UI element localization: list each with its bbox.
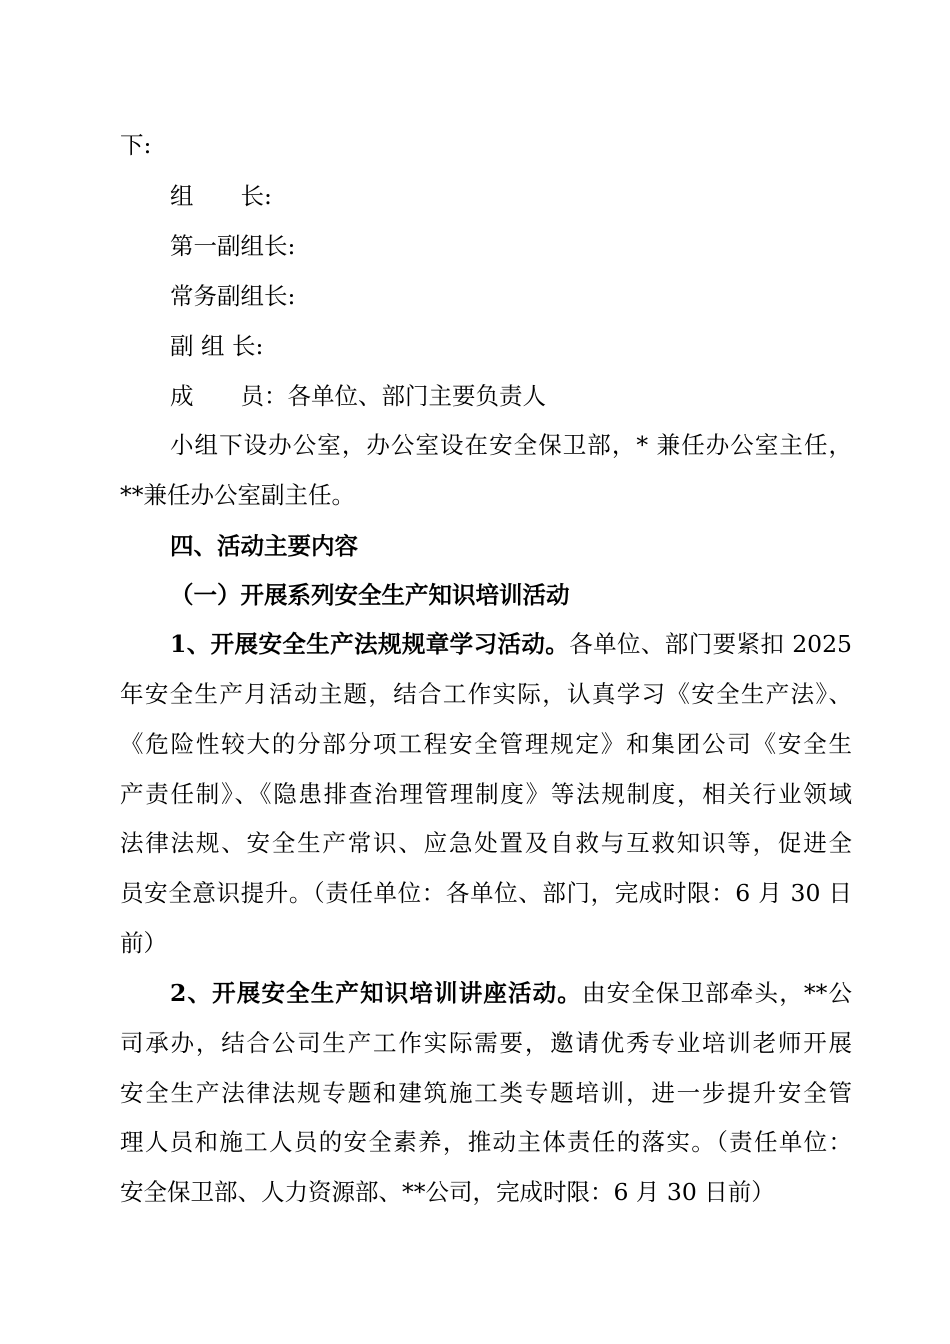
subsection-heading: （一）开展系列安全生产知识培训活动 — [170, 581, 570, 609]
item-1-title: 1、开展安全生产法规规章学习活动。 — [170, 630, 570, 658]
member-deputy: 副 组 长: — [170, 332, 264, 360]
item-1-line-1 — [170, 629, 852, 659]
continuation-text: 下: — [120, 131, 152, 159]
item-2-line-1 — [170, 978, 852, 1008]
item-1-line-4: 产责任制》、《隐患排查治理管理制度》等法规制度，相关行业领域 — [120, 780, 852, 808]
office-paragraph-line-1: 小组下设办公室，办公室设在安全保卫部，* 兼任办公室主任， — [170, 431, 852, 459]
item-1-line-2: 年安全生产月活动主题，结合工作实际，认真学习《安全生产法》、 — [120, 680, 852, 708]
item-1-line-3: 《危险性较大的分部分项工程安全管理规定》和集团公司《安全生 — [120, 730, 852, 758]
item-1-intro: 各单位、部门要紧扣 2025 — [569, 630, 853, 658]
section-heading: 四、活动主要内容 — [170, 532, 358, 560]
item-2-intro: 由安全保卫部牵头，**公 — [581, 979, 853, 1007]
item-2-line-2: 司承办，结合公司生产工作实际需要，邀请优秀专业培训老师开展 — [120, 1029, 852, 1057]
member-executive-deputy: 常务副组长: — [170, 282, 296, 310]
item-2-title: 2、开展安全生产知识培训讲座活动。 — [170, 979, 582, 1007]
member-members: 成 员：各单位、部门主要负责人 — [170, 382, 546, 410]
item-1-line-7: 前） — [120, 929, 167, 957]
item-2-line-5: 安全保卫部、人力资源部、**公司，完成时限：6 月 30 日前） — [120, 1178, 775, 1206]
item-1-line-6: 员安全意识提升。（责任单位：各单位、部门，完成时限：6 月 30 日 — [120, 879, 852, 907]
office-paragraph-line-2: **兼任办公室副主任。 — [120, 481, 355, 509]
item-2-line-4: 理人员和施工人员的安全素养，推动主体责任的落实。（责任单位： — [120, 1128, 852, 1156]
item-1-line-5: 法律法规、安全生产常识、应急处置及自救与互救知识等，促进全 — [120, 829, 852, 857]
member-leader: 组 长: — [170, 182, 272, 210]
member-first-deputy: 第一副组长: — [170, 232, 296, 260]
item-2-line-3: 安全生产法律法规专题和建筑施工类专题培训，进一步提升安全管 — [120, 1079, 852, 1107]
